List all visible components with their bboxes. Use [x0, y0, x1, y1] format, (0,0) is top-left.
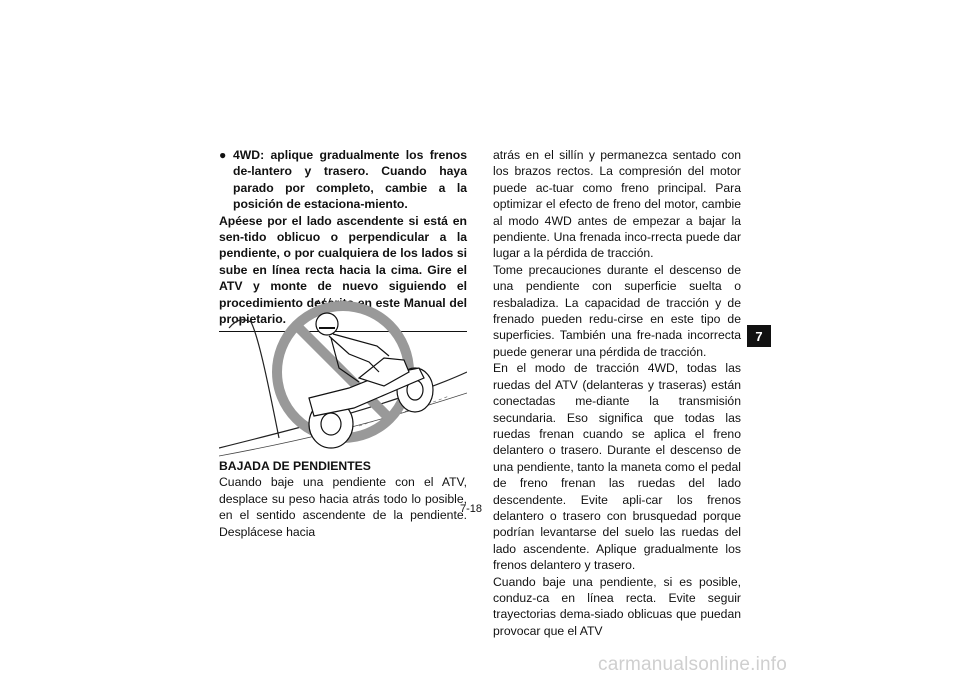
left-paragraph: Cuando baje una pendiente con el ATV, desplace su peso hacia atrás todo lo posible, en el sentido ascendente de la pendiente. Desplácese hacia: [219, 475, 467, 539]
page-number: 7-18: [460, 503, 483, 515]
right-paragraph-3: En el modo de tracción 4WD, todas las ruedas del ATV (delanteras y traseras) están conectadas me-diante la transmisión secundaria. Eso significa que todas las ruedas frenan cuando se aplica el freno delantero o trasero. Durante el descenso de una pendiente, tanto la maneta como el pedal de freno frenan las ruedas del lado descendente. Evite apli-car los frenos delantero o trasero con brusquedad porque podrían levantarse del suelo las ruedas del lado ascendente. Aplique gradualmente los frenos delantero y trasero.: [493, 361, 741, 573]
warning-text: Apéese por el lado ascendente si está en sen-tido oblicuo o perpendicular a la pendiente, o por cualquiera de los lados si sube en línea recta hacia la cima. Gire el ATV y monte de nuevo siguiendo el procedimiento descrito en este Manual del propietario.: [219, 213, 467, 327]
right-paragraph-4: Cuando baje una pendiente, si es posible, conduz-ca en línea recta. Evite seguir trayectorias dema-siado oblicuas que puedan provocar que el ATV: [493, 574, 741, 638]
watermark: carmanualsonline.info: [598, 654, 788, 675]
right-paragraph-2: Tome precauciones durante el descenso de una pendiente con superficie suelta o resbaladiza. La capacidad de tracción y de frenado pueden redu-cirse en este tipo de superficies. También una fre-nada incorrecta puede generar una pérdida de tracción.: [493, 262, 741, 359]
bullet-item: [219, 147, 467, 213]
section-heading: BAJADA DE PENDIENTES: [219, 459, 371, 473]
chapter-tab: 7: [747, 325, 771, 347]
right-paragraph-1: atrás en el sillín y permanezca sentado con los brazos rectos. La compresión del motor puede ac-tuar como freno principal. Para optimizar el efecto de freno del motor, cambie al modo 4WD antes de empezar a bajar la pendiente. Una frenada inco-rrecta puede dar lugar a la pérdida de tracción.: [493, 148, 741, 261]
right-column: [493, 147, 741, 639]
left-column-lower: [219, 458, 467, 540]
bullet-icon: ●: [219, 148, 227, 162]
atv-prohibited-illustration-icon: [219, 298, 467, 458]
bullet-text: 4WD: aplique gradualmente los frenos de-lantero y trasero. Cuando haya parado por completo, cambie a la posición de estaciona-miento.: [233, 148, 467, 212]
